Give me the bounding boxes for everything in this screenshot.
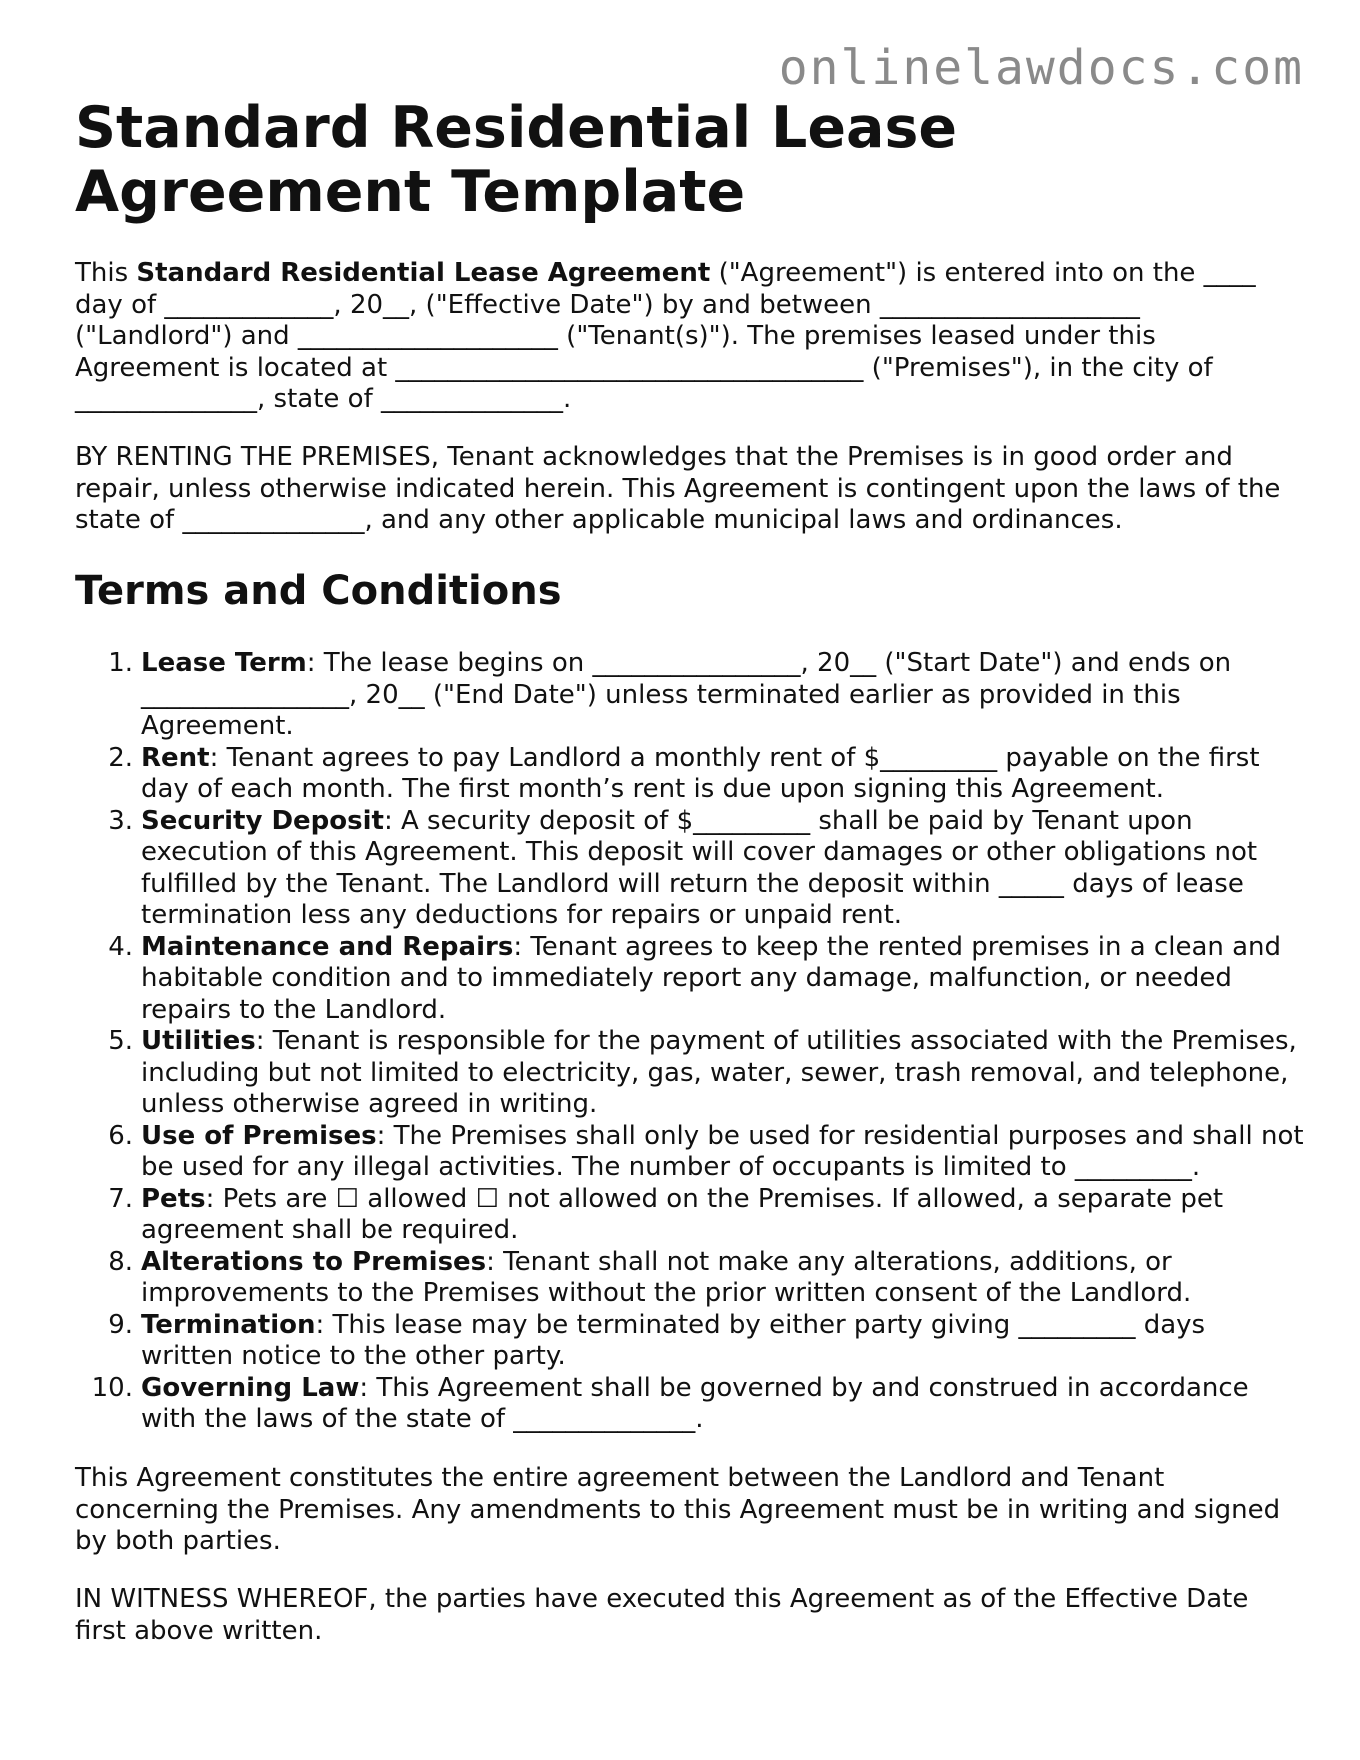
intro-agreement-name: Standard Residential Lease Agreement [136, 258, 711, 288]
term-number: 9. [108, 1309, 133, 1340]
term-item-lease-term [75, 648, 1305, 743]
term-text: : Pets are ☐ allowed ☐ not allowed on the Premises. If allowed, a separate pet agreement shall be required. [141, 1183, 1224, 1245]
term-item-pets [75, 1184, 1305, 1247]
term-text: : The Premises shall only be used for residential purposes and shall not be used for any illegal activities. The number of occupants is limited to _________. [141, 1120, 1304, 1182]
intro-lead: This [75, 258, 137, 288]
term-item-governing-law [75, 1373, 1305, 1436]
term-label: Security Deposit [141, 805, 384, 836]
closing-paragraph: This Agreement constitutes the entire agreement between the Landlord and Tenant concerning the Premises. Any amendments to this Agreement must be in writing and signed by both parties. [75, 1463, 1281, 1556]
term-text: : A security deposit of $_________ shall be paid by Tenant upon execution of this Agreement. This deposit will cover damages or other obligations not fulfilled by the Tenant. The Landlord will return the deposit within _____ days of lease termination less any deductions for repairs or unpaid rent. [141, 805, 1258, 930]
term-label: Use of Premises [141, 1120, 377, 1151]
term-text: : Tenant is responsible for the payment of utilities associated with the Premises, including but not limited to electricity, gas, water, sewer, trash removal, and telephone, unless otherwise agreed in writing. [141, 1026, 1297, 1119]
term-text: : This lease may be terminated by either party giving _________ days written notice to the other party. [141, 1309, 1206, 1371]
term-number: 2. [108, 742, 133, 773]
term-text: : The lease begins on ________________, 20__ ("Start Date") and ends on ________________, 20__ ("End Date") unless terminated earlier as provided in this Agreement. [141, 648, 1232, 741]
term-label: Maintenance and Repairs [141, 931, 514, 962]
term-text: : Tenant agrees to keep the rented premises in a clean and habitable condition and to immediately report any damage, malfunction, or needed repairs to the Landlord. [141, 931, 1282, 1025]
term-label: Pets [141, 1183, 206, 1214]
term-number: 7. [108, 1183, 133, 1214]
terms-heading: Terms and Conditions [75, 568, 562, 614]
term-number: 3. [108, 805, 133, 836]
term-item-alterations [75, 1247, 1305, 1310]
term-number: 10. [91, 1372, 133, 1403]
page-title: Standard Residential Lease Agreement Template [75, 95, 958, 225]
term-label: Alterations to Premises [141, 1246, 487, 1277]
term-number: 8. [108, 1246, 133, 1277]
term-text: : This Agreement shall be governed by and construed in accordance with the laws of the state of ______________. [141, 1372, 1249, 1434]
term-number: 6. [108, 1120, 133, 1151]
term-label: Termination [141, 1309, 316, 1340]
intro-paragraph [75, 258, 1305, 416]
term-number: 5. [108, 1026, 133, 1056]
term-item-maintenance [75, 932, 1305, 1027]
term-text: : Tenant agrees to pay Landlord a monthly rent of $_________ payable on the first day of each month. The first month’s rent is due upon signing this Agreement. [141, 742, 1260, 804]
term-number: 4. [108, 931, 133, 962]
term-item-termination [75, 1310, 1305, 1373]
term-item-utilities [75, 1026, 1305, 1121]
witness-paragraph: IN WITNESS WHEREOF, the parties have executed this Agreement as of the Effective Date first above written. [75, 1584, 1249, 1646]
term-label: Lease Term [141, 648, 307, 678]
intro-text: ("Agreement") is entered into on the ____ day of _____________, 20__, ("Effective Date") by and between ____________________ ("Landlord") and ____________________ ("Tenant(s)"). The premises leased under this Agreement is located at ____________________________________ ("Premises"), in the city of ______________, state of ______________. [75, 258, 1256, 414]
term-label: Utilities [141, 1026, 256, 1056]
terms-list [75, 648, 1305, 1436]
site-watermark: onlinelawdocs.com [778, 40, 1304, 96]
acknowledgment-paragraph: BY RENTING THE PREMISES, Tenant acknowledges that the Premises is in good order and repair, unless otherwise indicated herein. This Agreement is contingent upon the laws of the state of ______________, and any other applicable municipal laws and ordinances. [75, 442, 1281, 535]
term-text: : Tenant shall not make any alterations, additions, or improvements to the Premises without the prior written consent of the Landlord. [141, 1246, 1192, 1308]
term-label: Governing Law [141, 1372, 360, 1403]
term-item-rent [75, 743, 1305, 806]
term-number: 1. [108, 648, 133, 678]
term-item-security-deposit [75, 806, 1305, 932]
term-item-use-of-premises [75, 1121, 1305, 1184]
term-label: Rent [141, 742, 210, 773]
